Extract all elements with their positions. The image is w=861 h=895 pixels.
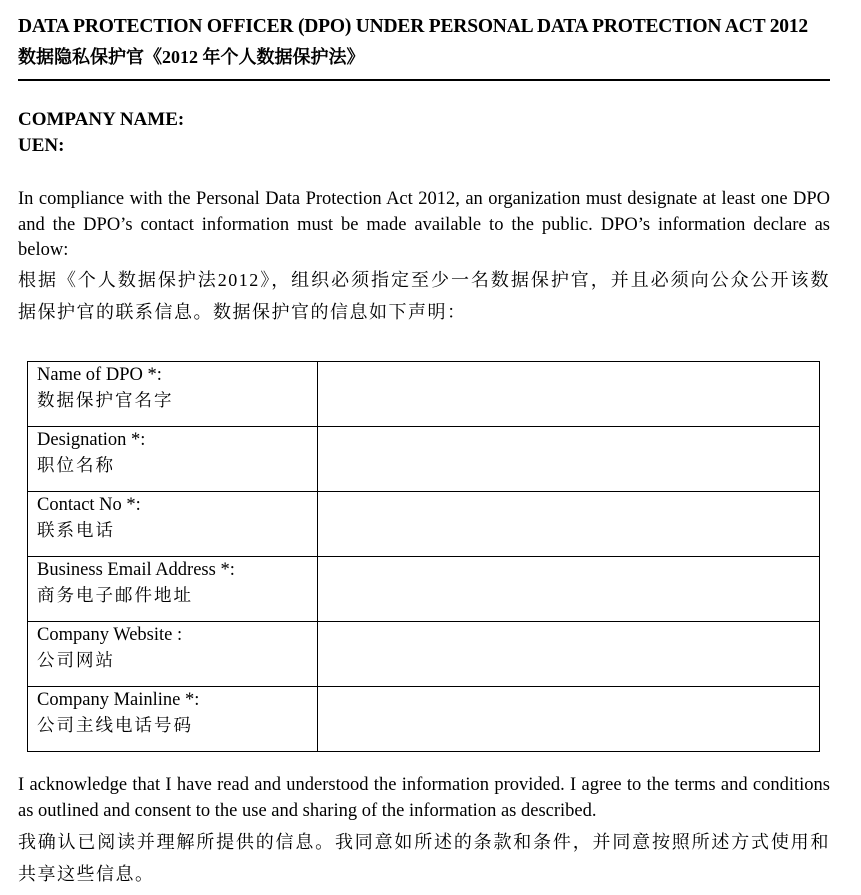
field-label-zh: 联系电话 [37,520,115,540]
field-value-cell [318,687,820,752]
document-title-en: DATA PROTECTION OFFICER (DPO) UNDER PERSONAL DATA PROTECTION ACT 2012 [18,16,808,37]
table-row [28,687,820,752]
field-label-en: Contact No *: [37,495,141,515]
dpo-name-field[interactable] [318,362,819,425]
field-label-zh: 公司主线电话号码 [37,715,193,735]
field-label-zh: 公司网站 [37,650,115,670]
field-label-en: Name of DPO *: [37,365,162,385]
company-mainline-field[interactable] [318,687,819,750]
field-label-zh: 商务电子邮件地址 [37,585,193,605]
field-label-cell [28,622,318,687]
acknowledgement-paragraph-en: I acknowledge that I have read and understood the information provided. I agree to the terms and conditions as outlined and consent to the use and sharing of the information as described. [18,775,830,821]
field-value-cell [318,362,820,427]
field-label-cell [28,362,318,427]
field-value-cell [318,427,820,492]
field-label-zh: 职位名称 [37,455,115,475]
field-label-zh: 数据保护官名字 [37,390,174,410]
field-value-cell [318,622,820,687]
uen-label: UEN: [18,135,65,156]
company-website-field[interactable] [318,622,819,685]
table-row [28,427,820,492]
title-divider [18,79,830,81]
field-label-cell [28,427,318,492]
company-name-label: COMPANY NAME: [18,109,185,130]
table-row [28,492,820,557]
field-label-en: Designation *: [37,430,146,450]
field-label-en: Company Website : [37,625,183,645]
intro-paragraph-zh: 根据《个人数据保护法2012》，组织必须指定至少一名数据保护官，并且必须向公众公开该数据保护官的联系信息。数据保护官的信息如下声明： [18,270,830,322]
field-label-en: Business Email Address *: [37,560,235,580]
dpo-info-table [27,361,820,752]
table-row [28,557,820,622]
field-label-cell [28,687,318,752]
contact-no-field[interactable] [318,492,819,555]
field-value-cell [318,557,820,622]
field-value-cell [318,492,820,557]
designation-field[interactable] [318,427,819,490]
field-label-en: Company Mainline *: [37,690,200,710]
acknowledgement-paragraph-zh: 我确认已阅读并理解所提供的信息。我同意如所述的条款和条件，并同意按照所述方式使用和共享这些信息。 [18,832,830,884]
field-label-cell [28,557,318,622]
table-row [28,622,820,687]
document-title-zh: 数据隐私保护官《2012 年个人数据保护法》 [18,47,365,67]
intro-paragraph-en: In compliance with the Personal Data Protection Act 2012, an organization must designate at least one DPO and the DPO’s contact information must be made available to the public. DPO’s information declare as below: [18,189,830,260]
field-label-cell [28,492,318,557]
business-email-field[interactable] [318,557,819,620]
table-row [28,362,820,427]
